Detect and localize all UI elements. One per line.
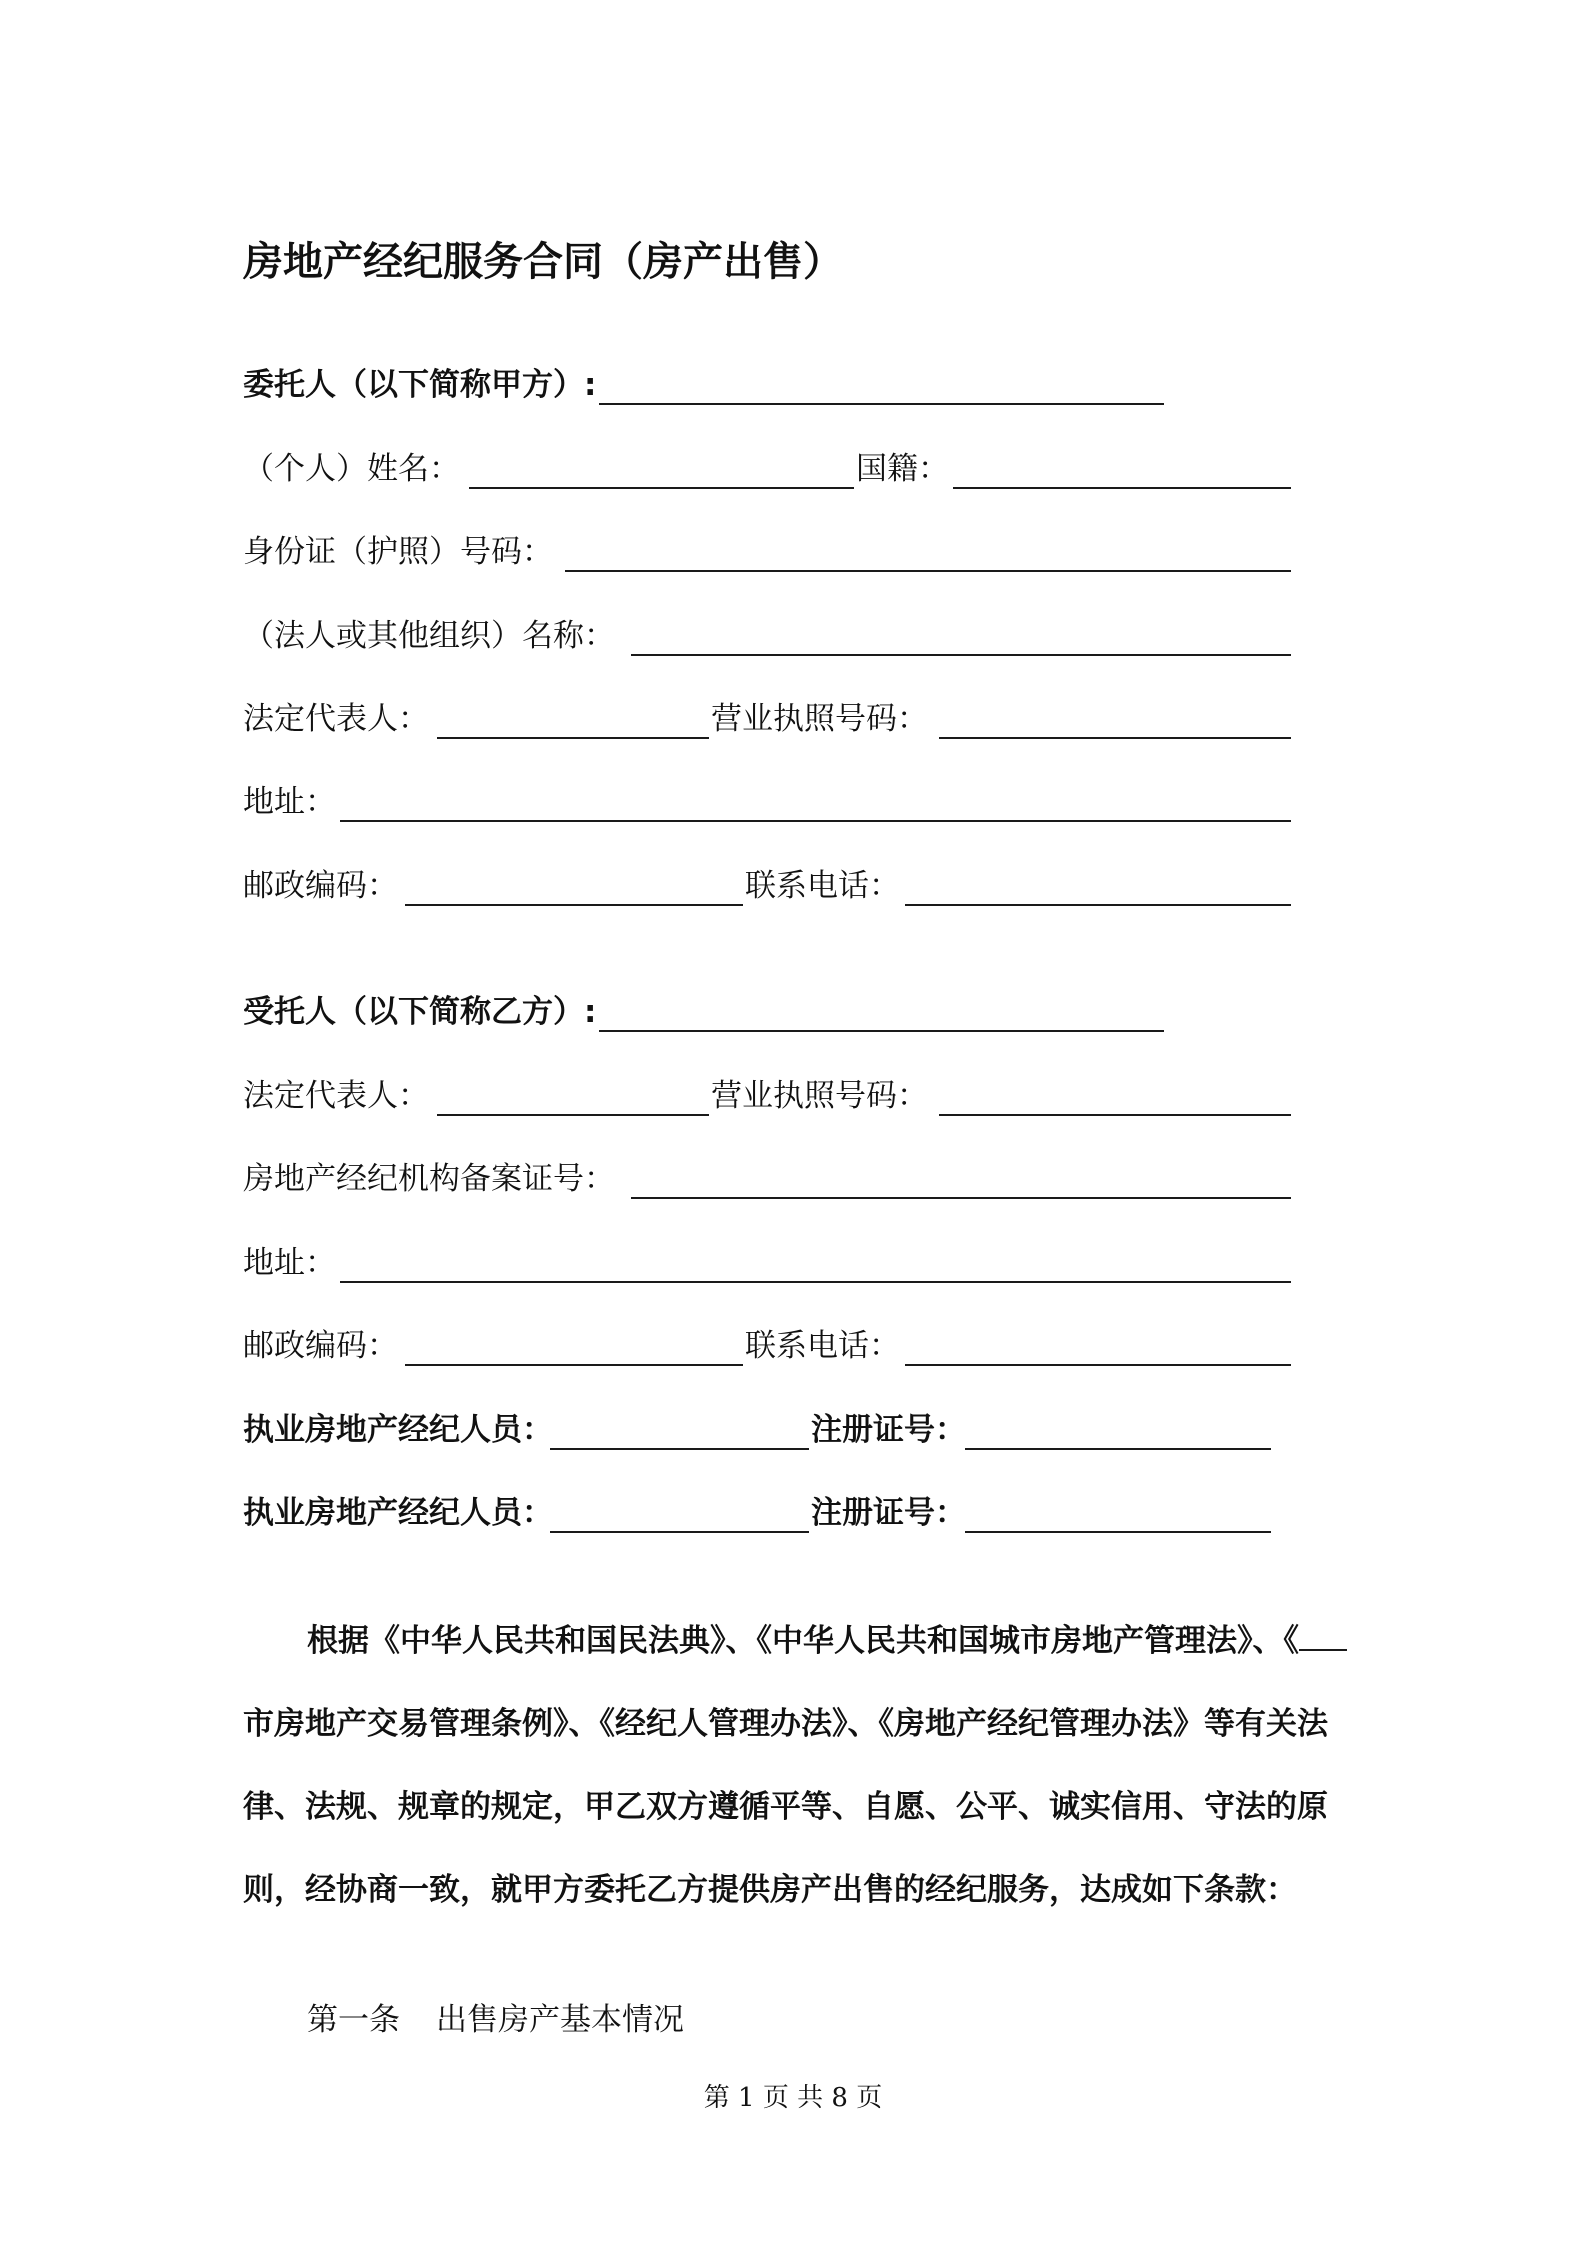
a-license-blank[interactable]	[939, 737, 1291, 739]
preamble-line-2: 市房地产交易管理条例》、《经纪人管理办法》、《房地产经纪管理办法》等有关法	[243, 1706, 1328, 1742]
party-b-name-blank[interactable]	[599, 1030, 1164, 1032]
a-license-label: 营业执照号码：	[711, 701, 928, 737]
preamble-line-4: 则，经协商一致，就甲方委托乙方提供房产出售的经纪服务，达成如下条款：	[243, 1872, 1297, 1908]
section-1-number: 第一条	[307, 2002, 400, 2038]
a-address-blank[interactable]	[340, 820, 1291, 822]
preamble-line-1	[243, 1600, 1343, 1683]
b-phone-label: 联系电话：	[745, 1328, 900, 1364]
b-legal-rep-blank[interactable]	[437, 1114, 709, 1116]
preamble-paragraph	[243, 1600, 1343, 1932]
nationality-label: 国籍：	[856, 451, 949, 487]
a-address-label: 地址：	[243, 784, 336, 820]
org-name-blank[interactable]	[631, 654, 1291, 656]
filing-number-label: 房地产经纪机构备案证号：	[243, 1161, 615, 1197]
agent-1-cert-label: 注册证号：	[811, 1412, 966, 1448]
party-a-name-blank[interactable]	[599, 403, 1164, 405]
preamble-line-3: 律、法规、规章的规定，甲乙双方遵循平等、自愿、公平、诚实信用、守法的原	[243, 1789, 1328, 1825]
b-license-blank[interactable]	[939, 1114, 1291, 1116]
agent-2-cert-label: 注册证号：	[811, 1495, 966, 1531]
section-1-heading	[307, 1995, 684, 2045]
agent-1-label: 执业房地产经纪人员：	[243, 1412, 553, 1448]
b-address-label: 地址：	[243, 1245, 336, 1281]
agent-2-cert-blank[interactable]	[965, 1531, 1271, 1533]
id-number-blank[interactable]	[565, 570, 1291, 572]
a-phone-blank[interactable]	[905, 904, 1291, 906]
agent-2-label: 执业房地产经纪人员：	[243, 1495, 553, 1531]
a-postcode-label: 邮政编码：	[243, 868, 398, 904]
document-title: 房地产经纪服务合同（房产出售）	[243, 239, 843, 285]
b-postcode-label: 邮政编码：	[243, 1328, 398, 1364]
a-postcode-blank[interactable]	[405, 904, 743, 906]
agent-1-blank[interactable]	[550, 1448, 809, 1450]
section-1-title: 出售房产基本情况	[436, 2002, 684, 2038]
agent-1-cert-blank[interactable]	[965, 1448, 1271, 1450]
b-address-blank[interactable]	[340, 1281, 1291, 1283]
person-name-blank[interactable]	[469, 487, 854, 489]
a-legal-rep-blank[interactable]	[437, 737, 709, 739]
b-postcode-blank[interactable]	[405, 1364, 743, 1366]
page-footer: 第 1 页 共 8 页	[703, 2083, 883, 2113]
org-name-label: （法人或其他组织）名称：	[243, 618, 615, 654]
b-license-label: 营业执照号码：	[711, 1078, 928, 1114]
preamble-line-1-text: 根据《中华人民共和国民法典》、《中华人民共和国城市房地产管理法》、《	[307, 1623, 1299, 1659]
a-phone-label: 联系电话：	[745, 868, 900, 904]
b-phone-blank[interactable]	[905, 1364, 1291, 1366]
id-number-label: 身份证（护照）号码：	[243, 534, 553, 570]
party-b-heading: 受托人（以下简称乙方）:	[243, 994, 597, 1030]
city-blank[interactable]	[1299, 1619, 1347, 1651]
party-a-heading: 委托人（以下简称甲方）:	[243, 367, 597, 403]
a-legal-rep-label: 法定代表人：	[243, 701, 429, 737]
person-name-label: （个人）姓名：	[243, 451, 460, 487]
b-legal-rep-label: 法定代表人：	[243, 1078, 429, 1114]
nationality-blank[interactable]	[953, 487, 1291, 489]
agent-2-blank[interactable]	[550, 1531, 809, 1533]
filing-number-blank[interactable]	[631, 1197, 1291, 1199]
